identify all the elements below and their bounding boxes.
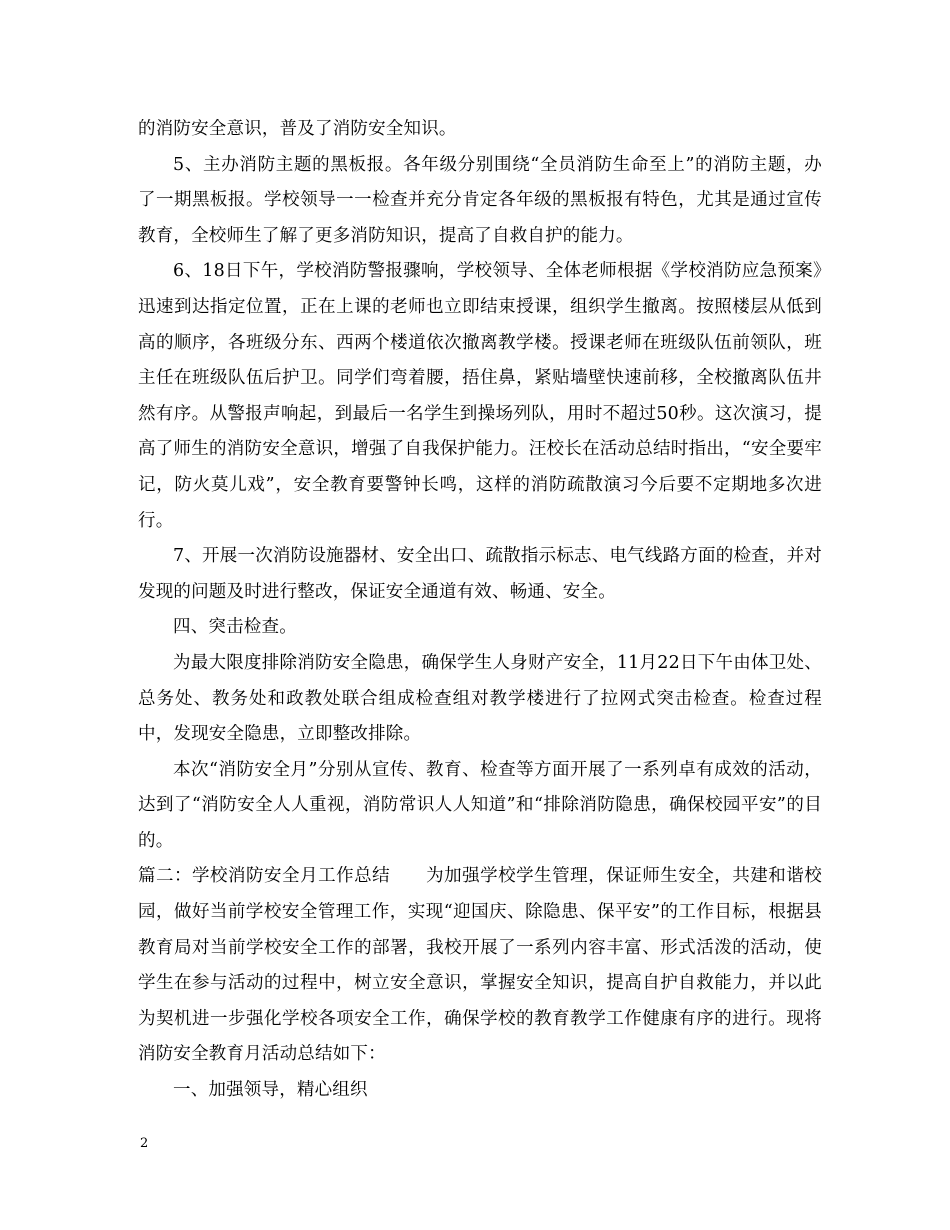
- section-heading-surprise-inspection: 四、突击检查。: [173, 617, 297, 638]
- paragraph-inspection-details: 为最大限度排除消防安全隐患，确保学生人身财产安全，11月22日下午由体卫处、总务处、教务处和政教处联合组成检查组对教学楼进行了拉网式突击检查。检查过程中，发现安全隐患，立即整改排除。: [138, 652, 822, 745]
- paragraph-continuation: 的消防安全意识，普及了消防安全知识。: [138, 119, 457, 139]
- section-heading-leadership: 一、加强领导，精心组织: [173, 1080, 368, 1101]
- paragraph-part-two-intro: 篇二：学校消防安全月工作总结 为加强学校学生管理，保证师生安全，共建和谐校园，做好当前学校安全管理工作，实现“迎国庆、除隐患、保平安”的工作目标，根据县教育局对当前学校安全工作的部署，我校开展了一系列内容丰富、形式活泼的活动，使学生在参与活动的过程中，树立安全意识，掌握安全知识，提高自护自救能力，并以此为契机进一步强化学校各项安全工作，确保学校的教育教学工作健康有序的进行。现将消防安全教育月活动总结如下：: [138, 866, 822, 1065]
- paragraph-item-5-blackboard: 5、主办消防主题的黑板报。各年级分别围绕“全员消防生命至上”的消防主题，办了一期黑板报。学校领导一一检查并充分肯定各年级的黑板报有特色，尤其是通过宣传教育，全校师生了解了更多消防知识，提高了自救自护的能力。: [138, 154, 822, 246]
- paragraph-item-7-inspection: 7、开展一次消防设施器材、安全出口、疏散指示标志、电气线路方面的检查，并对发现的问题及时进行整改，保证安全通道有效、畅通、安全。: [138, 546, 822, 602]
- page-number: 2: [140, 1136, 149, 1151]
- document-body: [138, 112, 822, 1109]
- paragraph-item-6-drill: 6、18日下午，学校消防警报骤响，学校领导、全体老师根据《学校消防应急预案》迅速到达指定位置，正在上课的老师也立即结束授课，组织学生撤离。按照楼层从低到高的顺序，各班级分东、西两个楼道依次撤离教学楼。授课老师在班级队伍前领队，班主任在班级队伍后护卫。同学们弯着腰，捂住鼻，紧贴墙壁快速前移，全校撤离队伍井然有序。从警报声响起，到最后一名学生到操场列队，用时不超过50秒。这次演习，提高了师生的消防安全意识，增强了自我保护能力。汪校长在活动总结时指出，“安全要牢记，防火莫儿戏”，安全教育要警钟长鸣，这样的消防疏散演习今后要不定期地多次进行。: [138, 261, 822, 531]
- paragraph-summary: 本次“消防安全月”分别从宣传、教育、检查等方面开展了一系列卓有成效的活动，达到了“消防安全人人重视，消防常识人人知道”和“排除消防隐患，确保校园平安”的目的。: [138, 759, 822, 851]
